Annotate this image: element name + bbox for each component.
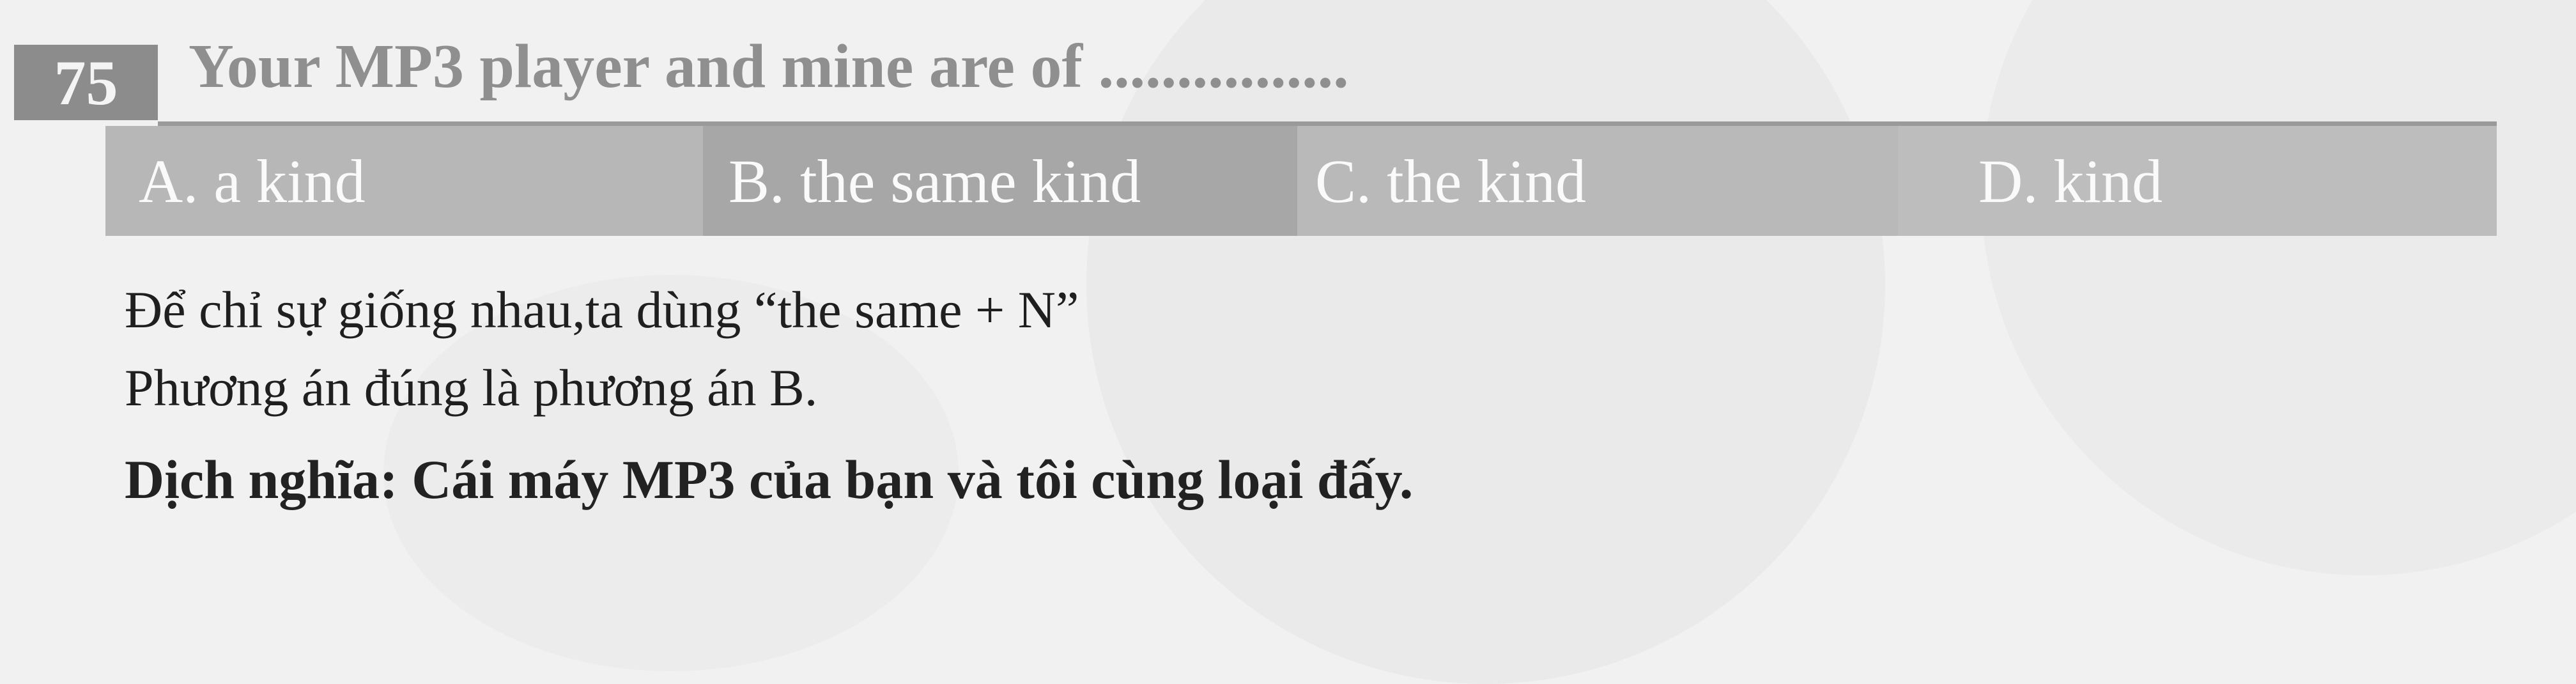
background-shape: [1086, 0, 1885, 684]
option-a[interactable]: A. a kind: [105, 126, 703, 236]
options-bar: [105, 126, 2497, 236]
question-text: Your MP3 player and mine are of ................: [189, 32, 1349, 101]
explanation-line-2: Phương án đúng là phương án B.: [125, 359, 818, 417]
option-c[interactable]: C. the kind: [1297, 126, 1898, 236]
option-d[interactable]: D. kind: [1898, 126, 2497, 236]
question-number: 75: [14, 45, 158, 120]
background-shape: [1981, 0, 2576, 575]
explanation-line-1: Để chỉ sự giống nhau,ta dùng “the same + N”: [125, 281, 1079, 339]
option-b[interactable]: B. the same kind: [703, 126, 1297, 236]
divider: [158, 121, 2497, 126]
translation: Dịch nghĩa: Cái máy MP3 của bạn và tôi cùng loại đấy.: [125, 449, 1414, 510]
